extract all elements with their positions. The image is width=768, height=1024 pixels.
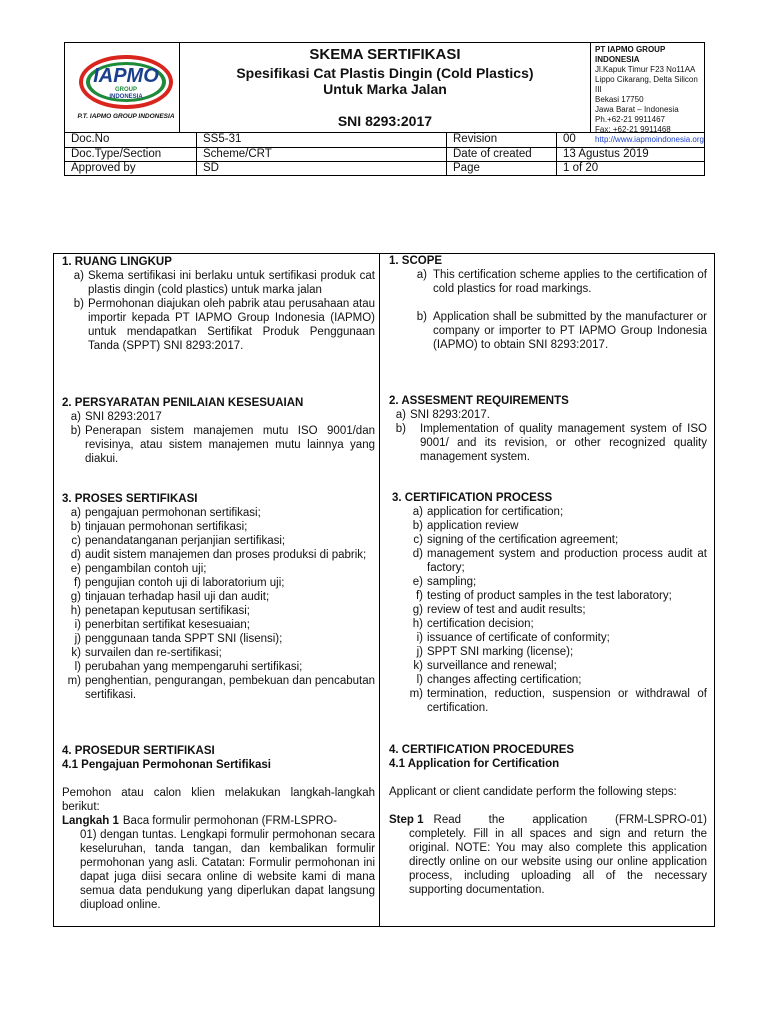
- meta-value: 1 of 20: [563, 162, 599, 174]
- list-item: a) This certification scheme applies to the certification of cold plastics for road markings.: [416, 269, 707, 295]
- meta-label: Date of created: [447, 148, 557, 161]
- section-certification-process: [389, 491, 707, 715]
- list-item: j) penggunaan tanda SPPT SNI (lisensi);: [74, 633, 283, 645]
- list-item: m) termination, reduction, suspension or withdrawal of certification.: [409, 688, 707, 714]
- scheme-subtitle-1: Spesifikasi Cat Plastis Dingin (Cold Plastics): [236, 65, 534, 81]
- meta-label: Page: [447, 162, 557, 175]
- list-item: e) sampling;: [412, 576, 477, 588]
- address-line-2: Lippo Cikarang, Delta Silicon III: [595, 75, 698, 94]
- address-cell: [591, 43, 704, 144]
- bilingual-content-table: [53, 253, 715, 927]
- list-item: a) Skema sertifikasi ini berlaku untuk sertifikasi produk cat plastis dingin (cold plastics) untuk marka jalan: [73, 270, 375, 296]
- list-item: l) changes affecting certification;: [416, 674, 582, 686]
- list-item: m) penghentian, pengurangan, pembekuan dan pencabutan sertifikasi.: [67, 675, 375, 701]
- logo-country: INDONESIA: [109, 94, 143, 100]
- iapmo-logo: [77, 53, 175, 111]
- address-line-3: Bekasi 17750: [595, 95, 644, 104]
- section-heading: 4. CERTIFICATION PROCEDURES: [389, 744, 575, 756]
- section-heading: 1. RUANG LINGKUP: [62, 256, 172, 268]
- section-scope: [389, 254, 707, 352]
- procedure-step-body: 01) dengan tuntas. Lengkapi formulir permohonan secara keseluruhan, tanda tangan, dan kembalikan formulir permohonan yang asli. Catatan: Formulir permohonan ini dapat juga diisi secara online di website kami di mana semua data pendukung yang diperlukan dapat langsung diupload online.: [80, 829, 375, 911]
- list-item: j) SPPT SNI marking (license);: [416, 646, 574, 658]
- meta-value: 00: [563, 133, 576, 145]
- logo-wordmark: IAPMO: [93, 65, 159, 87]
- section-heading: 2. ASSESMENT REQUIREMENTS: [389, 395, 569, 407]
- list-item: a) pengajuan permohonan sertifikasi;: [70, 507, 261, 519]
- list-item: b) tinjauan permohonan sertifikasi;: [70, 521, 248, 533]
- document-header: [64, 42, 705, 176]
- list-item: i) issuance of certificate of conformity;: [416, 632, 610, 644]
- procedure-intro: Pemohon atau calon klien melakukan langkah-langkah berikut:: [62, 787, 375, 813]
- section-assesment: [389, 394, 707, 464]
- meta-row-doctype: [65, 147, 704, 161]
- meta-value: SD: [197, 162, 447, 175]
- logo-caption: P.T. IAPMO GROUP INDONESIA: [77, 113, 175, 120]
- address-line-4: Jawa Barat – Indonesia: [595, 105, 679, 114]
- list-item: d) audit sistem manajemen dan proses produksi di pabrik;: [70, 549, 367, 561]
- list-item: l) perubahan yang mempengaruhi sertifikasi;: [74, 661, 303, 673]
- section-heading: 1. SCOPE: [389, 255, 443, 267]
- meta-label: Revision: [447, 133, 557, 147]
- list-item: e) pengambilan contoh uji;: [70, 563, 207, 575]
- procedure-intro: Applicant or client candidate perform the following steps:: [389, 786, 677, 798]
- scheme-subtitle-2: Untuk Marka Jalan: [323, 81, 447, 97]
- meta-row-docno: [65, 133, 704, 147]
- scheme-title: SKEMA SERTIFIKASI: [309, 46, 461, 63]
- procedure-step: Langkah 1 Baca formulir permohonan (FRM-LSPRO-: [62, 815, 337, 827]
- procedure-step-body: completely. Fill in all spaces and sign and return the original. NOTE: You may also complete this application directly online on our website using our online application process, including uploading all of the necessary supporting documentation.: [409, 828, 707, 896]
- list-item: a) SNI 8293:2017: [70, 411, 162, 423]
- phone: Ph.+62-21 9911467: [595, 115, 665, 124]
- list-item: h) certification decision;: [412, 618, 534, 630]
- meta-value: SS5-31: [197, 133, 447, 147]
- scheme-standard: SNI 8293:2017: [337, 113, 433, 129]
- list-item: b) Implementation of quality management system of ISO 9001/ and its revision, or other recognized quality management system.: [395, 423, 707, 463]
- meta-label: Doc.Type/Section: [65, 148, 197, 161]
- list-item: b) Permohonan diajukan oleh pabrik atau perusahaan atau importir kepada PT IAPMO Group Indonesia (IAPMO) untuk mendapatkan Sertifikat Produk Penggunaan Tanda (SPPT) SNI 8293:2017.: [73, 298, 375, 352]
- section-heading: 2. PERSYARATAN PENILAIAN KESESUAIAN: [62, 397, 304, 409]
- section-prosedur-sertifikasi: [62, 744, 375, 912]
- section-heading: 3. PROSES SERTIFIKASI: [62, 493, 198, 505]
- meta-value: Scheme/CRT: [197, 148, 447, 161]
- procedure-step: Step 1 Read the application (FRM-LSPRO-01): [389, 814, 707, 826]
- list-item: a) SNI 8293:2017.: [395, 409, 490, 421]
- list-item: b) Application shall be submitted by the manufacturer or company or importer to PT IAPMO Group Indonesia (IAPMO) to obtain SNI 8293:2017.: [416, 311, 707, 351]
- website-link[interactable]: http://www.iapmoindonesia.org: [595, 135, 704, 144]
- list-item: d) management system and production process audit at factory;: [412, 548, 707, 574]
- logo-cell: [65, 43, 180, 132]
- company-name-2: INDONESIA: [595, 55, 640, 64]
- meta-label: Doc.No: [65, 133, 197, 147]
- section-proses-sertifikasi: [62, 492, 375, 702]
- section-certification-procedures: [389, 743, 707, 897]
- list-item: b) application review: [412, 520, 519, 532]
- section-heading: 3. CERTIFICATION PROCESS: [392, 492, 553, 504]
- address-line-1: Jl.Kapuk Timur F23 No11AA: [595, 65, 696, 74]
- list-item: g) tinjauan terhadap hasil uji dan audit;: [70, 591, 270, 603]
- list-item: f) pengujian contoh uji di laboratorium uji;: [73, 577, 285, 589]
- column-divider: [379, 254, 380, 926]
- meta-row-approved: [65, 161, 704, 175]
- section-ruang-lingkup: [62, 255, 375, 353]
- list-item: c) penandatanganan perjanjian sertifikasi;: [71, 535, 286, 547]
- company-name-1: PT IAPMO GROUP: [595, 45, 666, 54]
- list-item: f) testing of product samples in the test laboratory;: [415, 590, 672, 602]
- list-item: i) penerbitan sertifikat kesesuaian;: [74, 619, 250, 631]
- logo-group: GROUP: [114, 87, 138, 93]
- list-item: k) surveillance and renewal;: [413, 660, 557, 672]
- section-heading: 4. PROSEDUR SERTIFIKASI: [62, 745, 215, 757]
- meta-label: Approved by: [65, 162, 197, 175]
- list-item: g) review of test and audit results;: [412, 604, 586, 616]
- list-item: h) penetapan keputusan sertifikasi;: [70, 605, 250, 617]
- list-item: b) Penerapan sistem manajemen mutu ISO 9001/dan revisinya, atau sistem manajemen mutu lainnya yang diakui.: [70, 425, 375, 465]
- list-item: k) survailen dan re-sertifikasi;: [71, 647, 222, 659]
- section-subheading: 4.1 Pengajuan Permohonan Sertifikasi: [62, 759, 271, 771]
- list-item: a) application for certification;: [412, 506, 564, 518]
- section-subheading: 4.1 Application for Certification: [389, 758, 560, 770]
- list-item: c) signing of the certification agreement;: [413, 534, 619, 546]
- title-cell: [180, 43, 591, 132]
- section-persyaratan: [62, 396, 375, 466]
- meta-value: 13 Agustus 2019: [563, 148, 649, 160]
- fax: Fax: +62-21 9911468: [595, 125, 671, 134]
